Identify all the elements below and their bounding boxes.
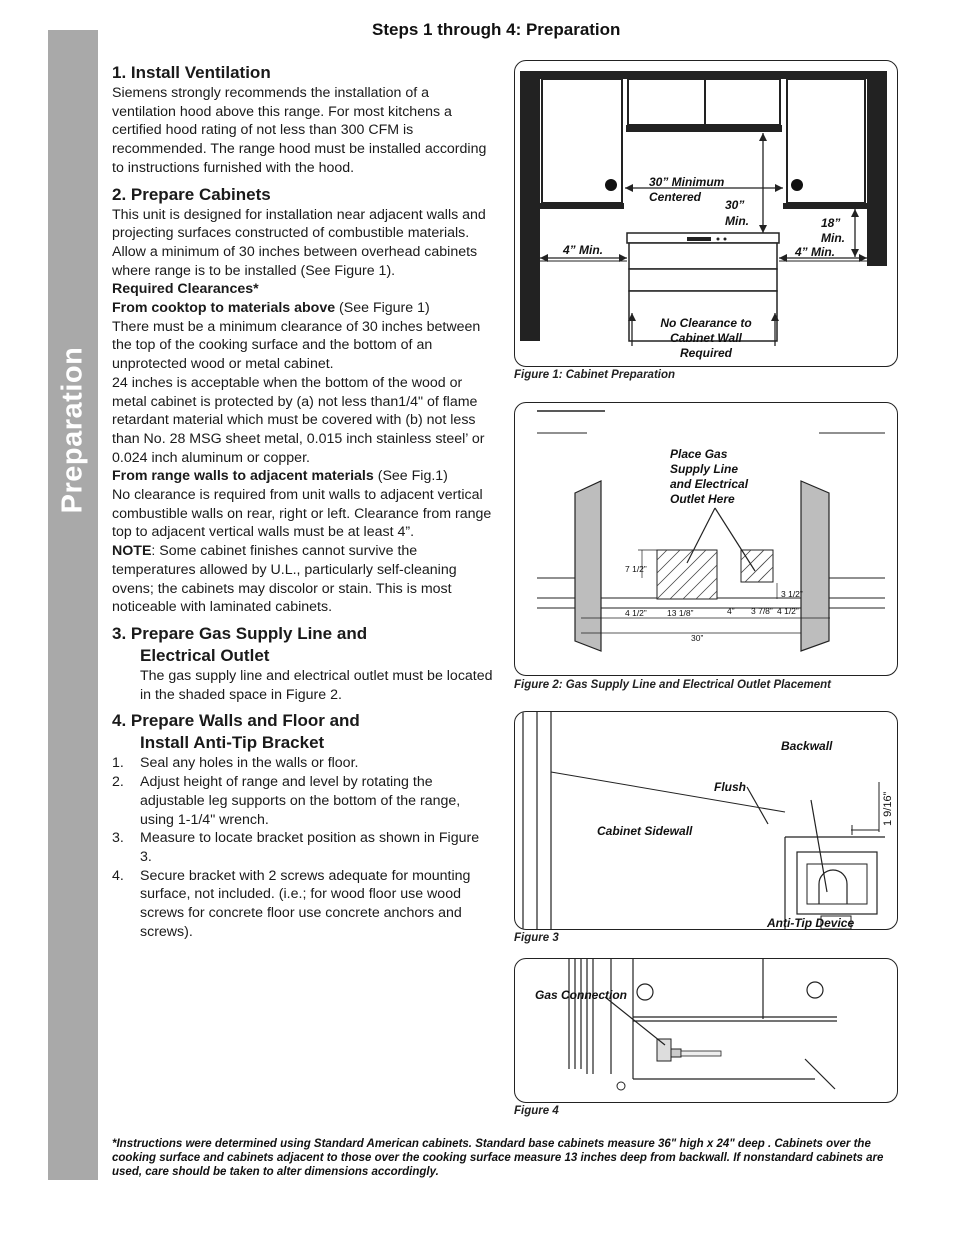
section-2-heading: 2. Prepare Cabinets <box>112 184 271 204</box>
dim-13-1-8: 13 1/8” <box>667 608 694 618</box>
step-number: 1. <box>112 755 124 772</box>
section-4-steps <box>112 754 494 941</box>
label-centered: Centered <box>649 190 702 204</box>
dim-4: 4” <box>727 606 735 616</box>
label-no-clearance-3: Required <box>679 346 733 360</box>
dim-3-half: 3 1/2” <box>781 589 803 599</box>
right-wall <box>867 71 887 266</box>
list-item <box>112 867 494 942</box>
list-item <box>112 773 494 829</box>
figure-1-drawing <box>515 61 897 366</box>
cooktop-clearance-line <box>112 299 494 318</box>
figure-4-drawing <box>515 959 897 1102</box>
label-no-clearance-2: Cabinet Wall <box>670 331 742 345</box>
left-wall <box>520 71 540 341</box>
section-1-heading: 1. Install Ventilation <box>112 63 271 82</box>
step-text: Seal any holes in the walls or floor. <box>140 755 359 772</box>
step-text: Adjust height of range and level by rotating the adjustable leg supports on the bottom of the range, using 1-1/4" wrench. <box>140 774 461 828</box>
figure-2-drawing <box>515 403 897 675</box>
step-number: 2. <box>112 774 124 791</box>
note-paragraph <box>112 542 494 617</box>
gas-regulator <box>657 1039 721 1061</box>
list-item <box>112 754 494 773</box>
figure-4-caption: Figure 4 <box>514 1105 559 1117</box>
section-2-p4: 24 inches is acceptable when the bottom of the wood or metal cabinet is protected by (a) not less than1/4" of flame retardant material which must be covered with (b) not less than No. 28 MSG sheet metal, 0.015 inch stainless steel’ or 0.024 inch aluminum or copper. <box>112 374 485 466</box>
section-3-heading <box>112 623 494 667</box>
section-4-heading-line1: 4. Prepare Walls and Floor and <box>112 711 360 731</box>
label-place-gas-4: Outlet Here <box>670 492 735 506</box>
label-min-b: Min. <box>725 214 749 228</box>
dim-4-half-left: 4 1/2” <box>625 608 647 618</box>
figure-1-caption: Figure 1: Cabinet Preparation <box>514 369 676 381</box>
label-right-4: 4” Min. <box>795 245 836 259</box>
figure-4-gas-connection <box>514 958 898 1103</box>
section-3-heading-line1: 3. Prepare Gas Supply Line and <box>112 623 368 643</box>
label-flush: Flush <box>714 780 746 794</box>
note-text: : Some cabinet finishes cannot survive the temperatures allowed by U.L., particularly self-cleaning ovens; the cabinets may discolor or stain. This is most noticeable with laminated cabinets. <box>112 543 457 616</box>
step-number: 4. <box>112 867 124 884</box>
section-1-text: Siemens strongly recommends the installation of a ventilation hood above this range. For most kitchens a certified hood rating of not less than 300 CFM is recommended. The range hood must be installed according to instructions furnished with the hood. <box>112 85 487 176</box>
page-title: Steps 1 through 4: Preparation <box>372 20 621 39</box>
walls-clearance-label: From range walls to adjacent materials <box>112 468 374 485</box>
section-2-p3: There must be a minimum clearance of 30 inches between the top of the cooking surface and the bottom of an unprotected wood or metal cabinet. <box>112 318 481 373</box>
section-2-p2: Allow a minimum of 30 inches between overhead cabinets where range is to be installed (See Figure 1). <box>112 243 478 279</box>
figure-3-caption: Figure 3 <box>514 932 559 944</box>
step-text: Measure to locate bracket position as shown in Figure 3. <box>140 830 480 865</box>
step-number: 3. <box>112 830 124 847</box>
figure-1-cabinet-preparation <box>514 60 898 367</box>
sidebar-band <box>48 30 98 1180</box>
label-place-gas-2: Supply Line <box>670 462 739 476</box>
cooktop-clearance-label: From cooktop to materials above <box>112 300 336 317</box>
label-place-gas-3: and Electrical <box>670 477 749 491</box>
figure-3-anti-tip <box>514 711 898 930</box>
label-anti-tip: Anti-Tip Device <box>767 916 855 929</box>
section-4-heading <box>112 710 494 754</box>
dim-1-9-16: 1 9/16” <box>882 791 894 826</box>
label-18-min: Min. <box>821 231 845 245</box>
list-item <box>112 829 494 866</box>
section-3-heading-line2: Electrical Outlet <box>140 645 270 665</box>
label-18: 18” <box>821 216 841 230</box>
section-2-p5: No clearance is required from unit walls to adjacent vertical combustible walls on rear, right or left. Clearance from range top to adjacent vertical walls must be at least 4”. <box>112 487 492 541</box>
label-left-4: 4” Min. <box>563 243 604 257</box>
dim-4-half-right: 4 1/2” <box>777 606 799 616</box>
note-label: NOTE <box>112 543 152 560</box>
figure-3-drawing <box>515 712 897 929</box>
figure-2-gas-electrical <box>514 402 898 676</box>
right-cabinet-side <box>801 481 829 651</box>
section-2-p1: This unit is designed for installation near adjacent walls and projecting surfaces constructed of combustible materials. <box>112 206 486 242</box>
walls-clearance-line <box>112 467 494 486</box>
label-backwall: Backwall <box>781 739 833 753</box>
left-cabinet-side <box>575 481 601 651</box>
label-cabinet-sidewall: Cabinet Sidewall <box>597 824 693 838</box>
label-no-clearance-1: No Clearance to <box>660 316 752 330</box>
sidebar-label: Preparation <box>56 346 89 514</box>
section-3-text: The gas supply line and electrical outlet must be located in the shaded space in Figure 2. <box>140 667 493 703</box>
figure-2-caption: Figure 2: Gas Supply Line and Electrical Outlet Placement <box>514 679 831 691</box>
step-text: Secure bracket with 2 screws adequate for mounting surface, not included. (i.e.; for wood floor use wood screws for concrete floor use concrete anchors and screws). <box>140 867 471 940</box>
label-place-gas-1: Place Gas <box>670 447 728 461</box>
walls-clearance-ref: (See Fig.1) <box>373 468 448 485</box>
cooktop-clearance-ref: (See Figure 1) <box>335 300 430 317</box>
required-clearances: Required Clearances* <box>112 281 259 298</box>
dim-7-half: 7 1/2” <box>625 564 647 574</box>
label-gas-connection: Gas Connection <box>535 988 628 1002</box>
label-30-b: 30” <box>725 198 745 212</box>
dim-30: 30” <box>691 633 704 643</box>
label-30-min: 30” Minimum <box>649 175 725 189</box>
dim-3-7-8: 3 7/8” <box>751 606 773 616</box>
instructions-column <box>112 60 494 941</box>
section-4-heading-line2: Install Anti-Tip Bracket <box>140 733 325 753</box>
footnote: *Instructions were determined using Standard American cabinets. Standard base cabinets measure 36" high x 24" deep . Cabinets over the cooking surface and cabinets adjacent to those over the cooking surface measure 13 inches deep from backwall. If nonstandard cabinets are used, care should be taken to alter dimensions accordingly. <box>112 1138 884 1178</box>
